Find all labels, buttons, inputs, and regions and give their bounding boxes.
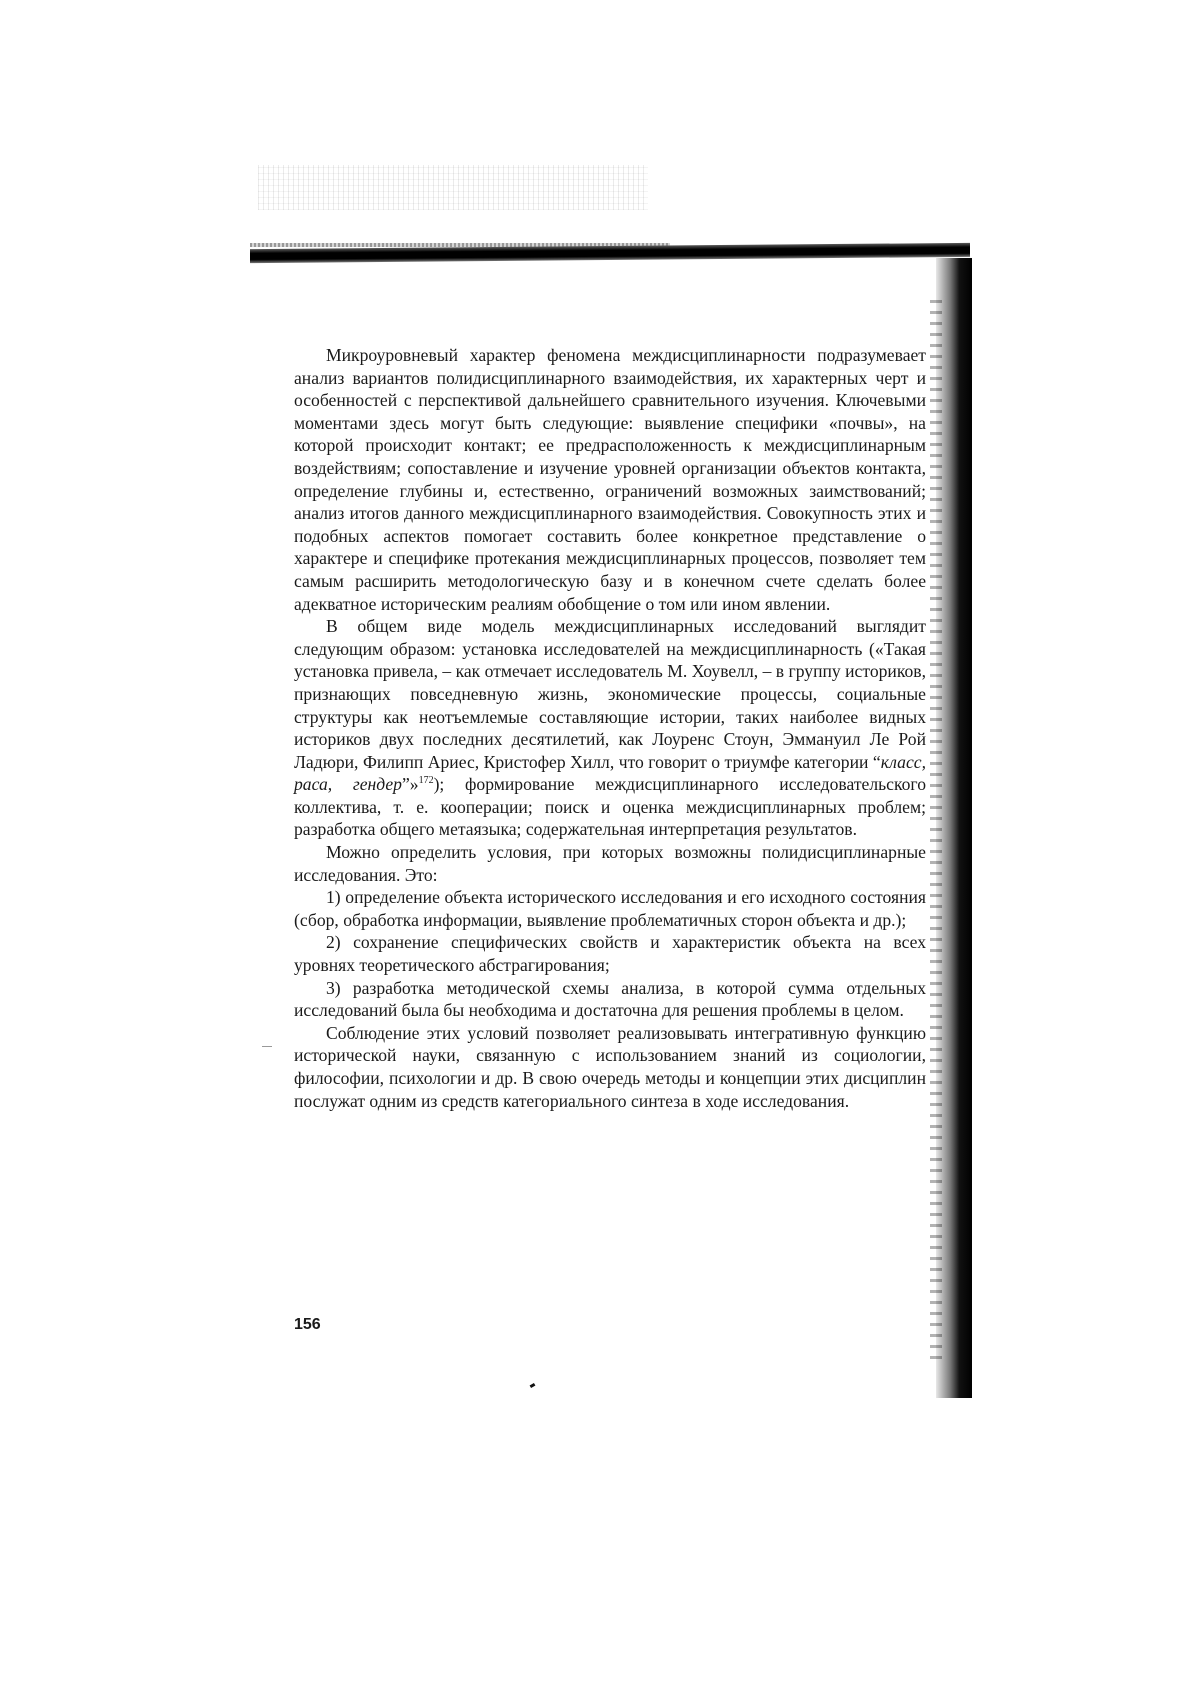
page-edge-texture [930, 300, 942, 1360]
footnote-ref: 172 [418, 775, 434, 787]
paragraph-2 [294, 615, 926, 841]
margin-mark [262, 1046, 272, 1047]
paragraph-1 [294, 344, 926, 615]
paragraph-text: 1) определение объекта исторического исследования и его исходного состояния (сбор, обработка информации, выявление проблематичных сторон объекта и др.); [294, 887, 926, 930]
paragraph-text: 2) сохранение специфических свойств и характеристик объекта на всех уровнях теоретического абстрагирования; [294, 932, 926, 976]
paragraph-3 [294, 841, 926, 886]
list-item-1 [294, 886, 926, 931]
body-text [294, 344, 926, 1112]
page-number: 156 [294, 1316, 321, 1333]
paragraph-text: Можно определить условия, при которых возможны полидисциплинарные исследования. Это: [294, 842, 926, 885]
list-item-2 [294, 931, 926, 976]
paragraph-text: ); формирование междисциплинарного исследовательского коллектива, т. е. кооперации; поиск и оценка междисциплинарных проблем; разработка общего метаязыка; содержательная интерпретация результатов. [294, 774, 926, 840]
scan-header-noise [258, 165, 648, 210]
list-item-3 [294, 977, 926, 1022]
paragraph-text: В общем виде модель междисциплинарных исследований выглядит следующим образом: установка исследователей на междисциплинарность («Такая установка привела, – как отмечает исследователь М. Хоувелл, – в группу историков, признающих повседневную жизнь, экономические процессы, социальные структуры как неотъемлемые составляющие истории, таких наиболее видных историков двух последних десятилетий, как Лоуренс Стоун, Эммануил Ле Рой Ладюри, Филипп Ариес, Кристофер Хилл, что говорит о триумфе категории “ [294, 616, 926, 772]
italic-terms: класс, раса, гендер [294, 751, 926, 795]
paragraph-text: 3) разработка методической схемы анализа, в которой сумма отдельных исследований была бы необходима и достаточна для решения проблемы в целом. [294, 977, 926, 1021]
paragraph-4 [294, 1022, 926, 1112]
paragraph-text: Микроуровневый характер феномена междисциплинарности подразумевает анализ вариантов полидисциплинарного взаимодействия, их характерных черт и особенностей с перспективой дальнейшего сравнительного изучения. Ключевыми моментами здесь могут быть следующие: выявление специфики «почвы», на которой происходит контакт; ее предрасположенность к междисциплинарным воздействиям; сопоставление и изучение уровней организации объектов контакта, определение глубины и, естественно, ограничений возможных заимствований; анализ итогов данного междисциплинарного взаимодействия. Совокупность этих и подобных аспектов помогает составить более конкретное представление о характере и специфике протекания междисциплинарных процессов, позволяет тем самым расширить методологическую базу и в конечном счете сделать более адекватное историческим реалиям обобщение о том или ином явлении. [294, 345, 926, 614]
closing-quotes: ”» [401, 774, 419, 795]
scan-speck [530, 1383, 536, 1388]
paragraph-text: Соблюдение этих условий позволяет реализовывать интегративную функцию исторической науки, связанную с использованием знаний из социологии, философии, психологии и др. В свою очередь методы и концепции этих дисциплин послужат одним из средств категориального синтеза в ходе исследования. [294, 1022, 926, 1111]
